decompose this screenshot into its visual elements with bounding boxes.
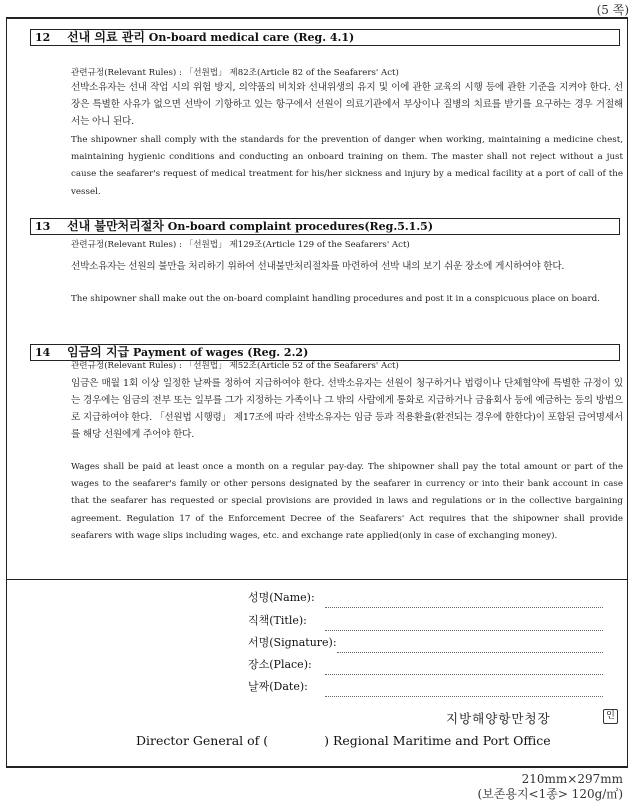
section-13-en-text: The shipowner shall make out the on-board complaint handling procedures and post it in a conspicuous place on board. bbox=[71, 294, 600, 304]
title-field[interactable] bbox=[325, 630, 603, 631]
section-13-rule: 관련규정(Relevant Rules) : 「선원법」 제129조(Article 129 of the Seafarers' Act) bbox=[71, 240, 410, 250]
name-label: 성명(Name): bbox=[248, 591, 315, 604]
section-13-header bbox=[30, 218, 620, 235]
section-14-ko-text: 임금은 매월 1회 이상 일정한 날짜를 정하여 지급하여야 한다. 선박소유자는 선원이 청구하거나 법령이나 단체협약에 특별한 규정이 있는 경우에는 임금의 전부 또는 일부를 그가 지정하는 가족이나 그 밖의 사람에게 통화로 지급하거나 금융회사 등에 예금하는 등의 방법으로 지급하여야 한다. 「선원법 시행령」 제17조에 따라 선박소유자는 임금 등과 적용환율(환전되는 경우에 한한다)이 포함된 급여명세서를 해당 선원에게 주어야 한다. bbox=[71, 378, 623, 440]
page-number: (5 쪽) bbox=[596, 3, 629, 17]
section-title-ko: 선내 의료 관리 bbox=[67, 30, 145, 44]
place-label: 장소(Place): bbox=[248, 658, 312, 671]
section-14-rule: 관련규정(Relevant Rules) : 「선원법」 제52조(Article 52 of the Seafarers' Act) bbox=[71, 361, 399, 371]
date-field[interactable] bbox=[325, 696, 603, 697]
section-14-header bbox=[30, 344, 620, 361]
name-field[interactable] bbox=[325, 607, 603, 608]
section-title-en: On-board complaint procedures(Reg.5.1.5) bbox=[167, 220, 434, 233]
section-title-en: On-board medical care (Reg. 4.1) bbox=[148, 31, 355, 44]
section-title bbox=[67, 30, 354, 45]
date-label: 날짜(Date): bbox=[248, 680, 308, 693]
place-field[interactable] bbox=[325, 674, 603, 675]
section-12-ko-text: 선박소유자는 선내 작업 시의 위험 방지, 의약품의 비치와 선내위생의 유지 및 이에 관한 교육의 시행 등에 관한 기준을 지켜야 한다. 선장은 특별한 사유가 없으면 선박이 기항하고 있는 항구에서 선원이 의료기관에서 부상이나 질병의 치료를 받기를 요구하는 경우 거절해서는 아니 된다. bbox=[71, 82, 623, 127]
director-prefix: Director General of ( bbox=[136, 733, 269, 748]
paper-spec bbox=[477, 772, 623, 802]
signature-field[interactable] bbox=[337, 652, 603, 653]
section-14-en-text: Wages shall be paid at least once a month on a regular pay-day. The shipowner shall pay the total amount or part of the wages to the seafarer's family or other persons designated by the seafarer in currency or into their bank account in case that the seafarer has requested or special provisions are provided in laws and regulations or in the collective bargaining agreement. Regulation 17 of the Enforcement Decree of the Seafarers' Act requires that the shipowner shall provide seafarers with wage slips including wages, etc. and exchange rate applied(only in case of exchanging money). bbox=[71, 462, 623, 541]
section-number: 12 bbox=[35, 31, 51, 44]
director-line bbox=[136, 733, 551, 748]
section-number: 13 bbox=[35, 220, 51, 233]
section-title bbox=[67, 345, 308, 360]
document-frame bbox=[6, 17, 628, 768]
section-12-en-text: The shipowner shall comply with the standards for the prevention of danger when working, maintaining a medicine chest, maintaining hygienic conditions and conducting an onboard training on them. The master shall not reject without a just cause the seafarer's request of medical treatment for his/her sickness and injury by a medical facility at a port of call of the vessel. bbox=[71, 135, 623, 197]
seal-mark: 인 bbox=[603, 709, 618, 724]
section-12-rule: 관련규정(Relevant Rules) : 「선원법」 제82조(Article 82 of the Seafarers' Act) bbox=[71, 68, 399, 78]
section-title bbox=[67, 219, 433, 234]
director-suffix: ) Regional Maritime and Port Office bbox=[324, 733, 551, 748]
section-title-ko: 선내 불만처리절차 bbox=[67, 219, 164, 233]
section-12-header bbox=[30, 29, 620, 46]
section-number: 14 bbox=[35, 346, 51, 359]
section-13-ko-text: 선박소유자는 선원의 불만을 처리하기 위하여 선내불만처리절차를 마련하여 선박 내의 보기 쉬운 장소에 게시하여야 한다. bbox=[71, 261, 565, 272]
section-title-ko: 임금의 지급 bbox=[67, 345, 130, 359]
title-label: 직책(Title): bbox=[248, 614, 307, 627]
signature-label: 서명(Signature): bbox=[248, 636, 337, 649]
authority-title: 지방해양항만청장 bbox=[446, 711, 551, 726]
paper-type: (보존용지<1종> 120g/㎡) bbox=[477, 787, 623, 801]
section-title-en: Payment of wages (Reg. 2.2) bbox=[132, 346, 309, 359]
section-divider bbox=[7, 579, 627, 580]
paper-size: 210mm×297mm bbox=[521, 772, 623, 786]
